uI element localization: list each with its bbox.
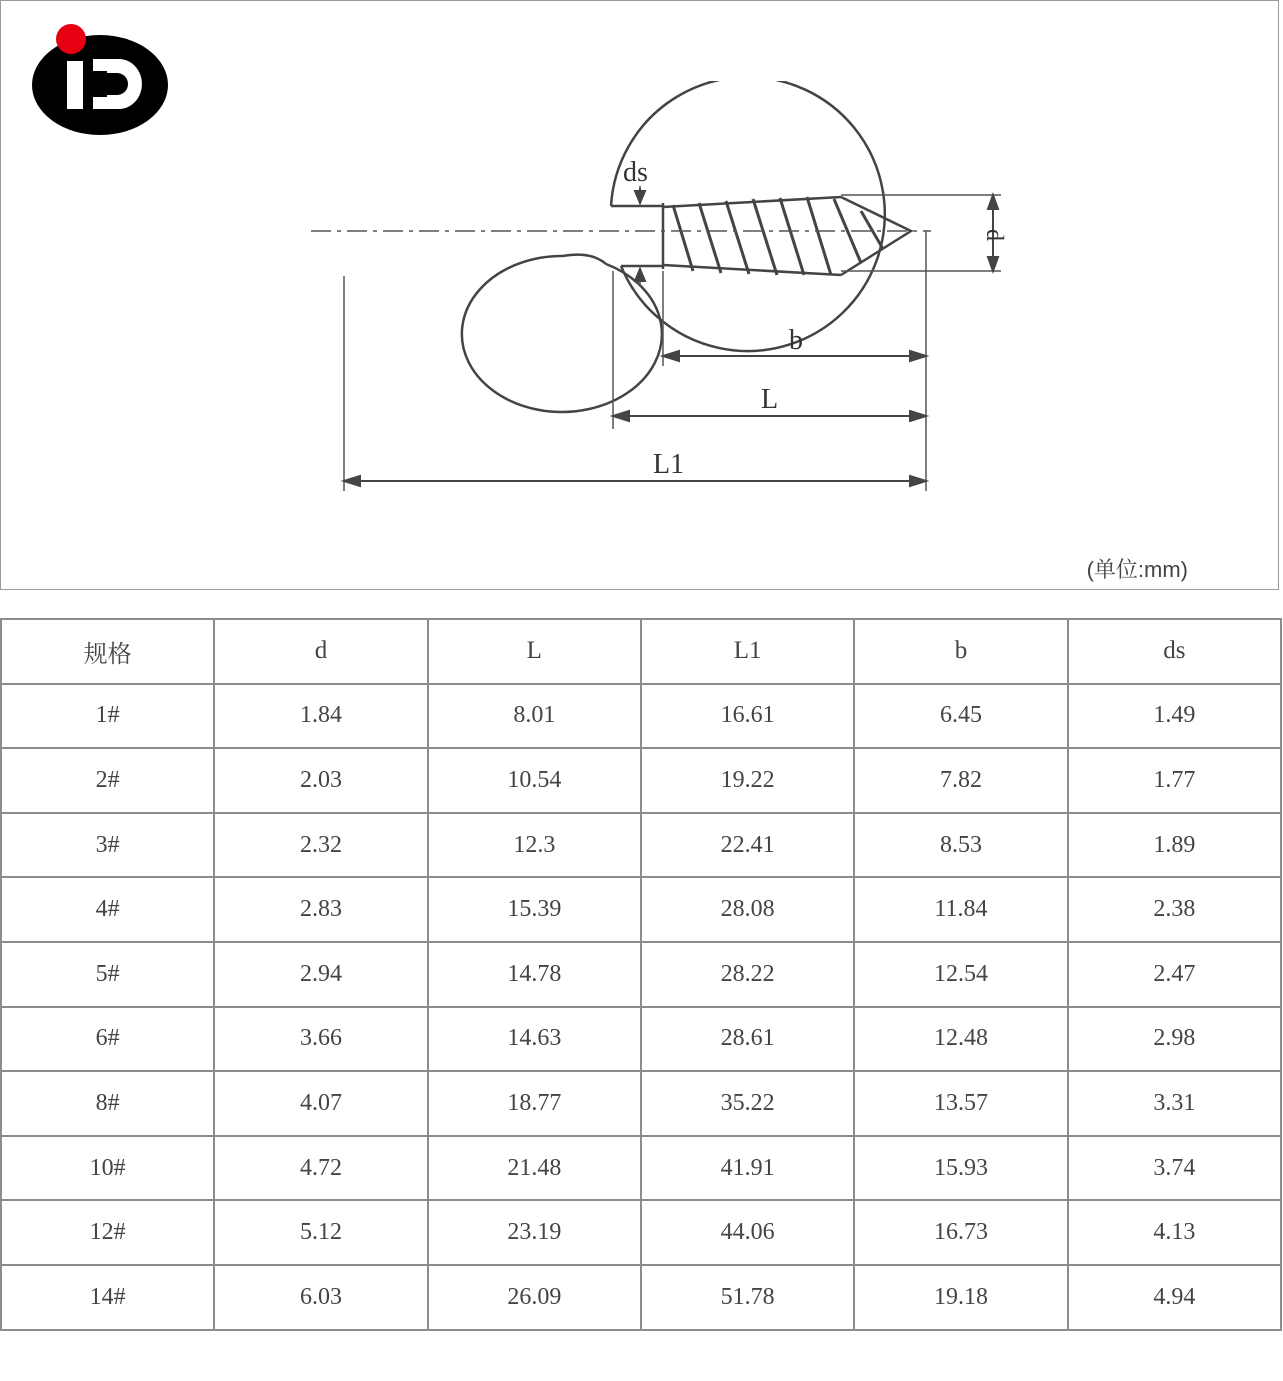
header-d: d — [214, 619, 427, 684]
cell-b: 12.54 — [854, 942, 1067, 1007]
cell-L1: 51.78 — [641, 1265, 854, 1330]
eye-screw-diagram — [301, 81, 1041, 511]
cell-spec: 1# — [1, 684, 214, 749]
cell-spec: 4# — [1, 877, 214, 942]
cell-spec: 12# — [1, 1200, 214, 1265]
cell-ds: 3.31 — [1068, 1071, 1281, 1136]
cell-b: 11.84 — [854, 877, 1067, 942]
cell-spec: 6# — [1, 1007, 214, 1072]
cell-ds: 1.49 — [1068, 684, 1281, 749]
cell-spec: 14# — [1, 1265, 214, 1330]
specification-table — [0, 618, 1282, 1331]
label-ds: ds — [623, 157, 648, 188]
cell-ds: 3.74 — [1068, 1136, 1281, 1201]
cell-ds: 2.47 — [1068, 942, 1281, 1007]
cell-d: 4.72 — [214, 1136, 427, 1201]
cell-L1: 28.22 — [641, 942, 854, 1007]
header-b: b — [854, 619, 1067, 684]
cell-d: 2.83 — [214, 877, 427, 942]
table-row — [1, 1265, 1281, 1330]
cell-b: 8.53 — [854, 813, 1067, 878]
cell-ds: 2.98 — [1068, 1007, 1281, 1072]
table-row — [1, 1007, 1281, 1072]
cell-ds: 1.89 — [1068, 813, 1281, 878]
cell-b: 16.73 — [854, 1200, 1067, 1265]
cell-b: 15.93 — [854, 1136, 1067, 1201]
cell-L: 8.01 — [428, 684, 641, 749]
cell-spec: 3# — [1, 813, 214, 878]
label-L1: L1 — [653, 449, 685, 480]
cell-d: 3.66 — [214, 1007, 427, 1072]
table-row — [1, 1200, 1281, 1265]
cell-L1: 35.22 — [641, 1071, 854, 1136]
table-row — [1, 748, 1281, 813]
cell-ds: 4.94 — [1068, 1265, 1281, 1330]
label-L: L — [761, 384, 779, 415]
table-row — [1, 1071, 1281, 1136]
table-row — [1, 684, 1281, 749]
cell-d: 6.03 — [214, 1265, 427, 1330]
cell-spec: 2# — [1, 748, 214, 813]
cell-b: 19.18 — [854, 1265, 1067, 1330]
cell-L1: 41.91 — [641, 1136, 854, 1201]
thread-outline-top — [663, 197, 841, 207]
cell-spec: 8# — [1, 1071, 214, 1136]
cell-L: 21.48 — [428, 1136, 641, 1201]
cell-L1: 44.06 — [641, 1200, 854, 1265]
cell-b: 12.48 — [854, 1007, 1067, 1072]
header-ds: ds — [1068, 619, 1281, 684]
table-row — [1, 877, 1281, 942]
cell-L: 12.3 — [428, 813, 641, 878]
cell-d: 4.07 — [214, 1071, 427, 1136]
cell-L: 18.77 — [428, 1071, 641, 1136]
table-row — [1, 813, 1281, 878]
cell-L: 23.19 — [428, 1200, 641, 1265]
table-row — [1, 942, 1281, 1007]
header-L1: L1 — [641, 619, 854, 684]
cell-d: 2.03 — [214, 748, 427, 813]
thread-outline-bottom — [663, 265, 841, 275]
cell-b: 7.82 — [854, 748, 1067, 813]
cell-L1: 28.61 — [641, 1007, 854, 1072]
cell-ds: 1.77 — [1068, 748, 1281, 813]
eye-ring-outer — [611, 81, 885, 351]
company-logo-icon — [29, 19, 171, 139]
header-spec: 规格 — [1, 619, 214, 684]
cell-L: 15.39 — [428, 877, 641, 942]
cell-d: 5.12 — [214, 1200, 427, 1265]
unit-note: (单位:mm) — [1086, 557, 1188, 582]
cell-d: 1.84 — [214, 684, 427, 749]
eye-ring-inner — [462, 256, 662, 412]
label-b: b — [789, 325, 803, 356]
cell-ds: 2.38 — [1068, 877, 1281, 942]
cell-L1: 19.22 — [641, 748, 854, 813]
label-d: d — [981, 229, 1007, 241]
cell-d: 2.94 — [214, 942, 427, 1007]
cell-ds: 4.13 — [1068, 1200, 1281, 1265]
cell-L1: 22.41 — [641, 813, 854, 878]
header-L: L — [428, 619, 641, 684]
cell-L: 14.78 — [428, 942, 641, 1007]
technical-drawing-panel — [0, 0, 1279, 590]
cell-L: 14.63 — [428, 1007, 641, 1072]
cell-L: 10.54 — [428, 748, 641, 813]
cell-d: 2.32 — [214, 813, 427, 878]
table-row — [1, 1136, 1281, 1201]
cell-spec: 5# — [1, 942, 214, 1007]
cell-b: 6.45 — [854, 684, 1067, 749]
table-header-row — [1, 619, 1281, 684]
cell-L1: 16.61 — [641, 684, 854, 749]
cell-spec: 10# — [1, 1136, 214, 1201]
cell-b: 13.57 — [854, 1071, 1067, 1136]
cell-L: 26.09 — [428, 1265, 641, 1330]
cell-L1: 28.08 — [641, 877, 854, 942]
